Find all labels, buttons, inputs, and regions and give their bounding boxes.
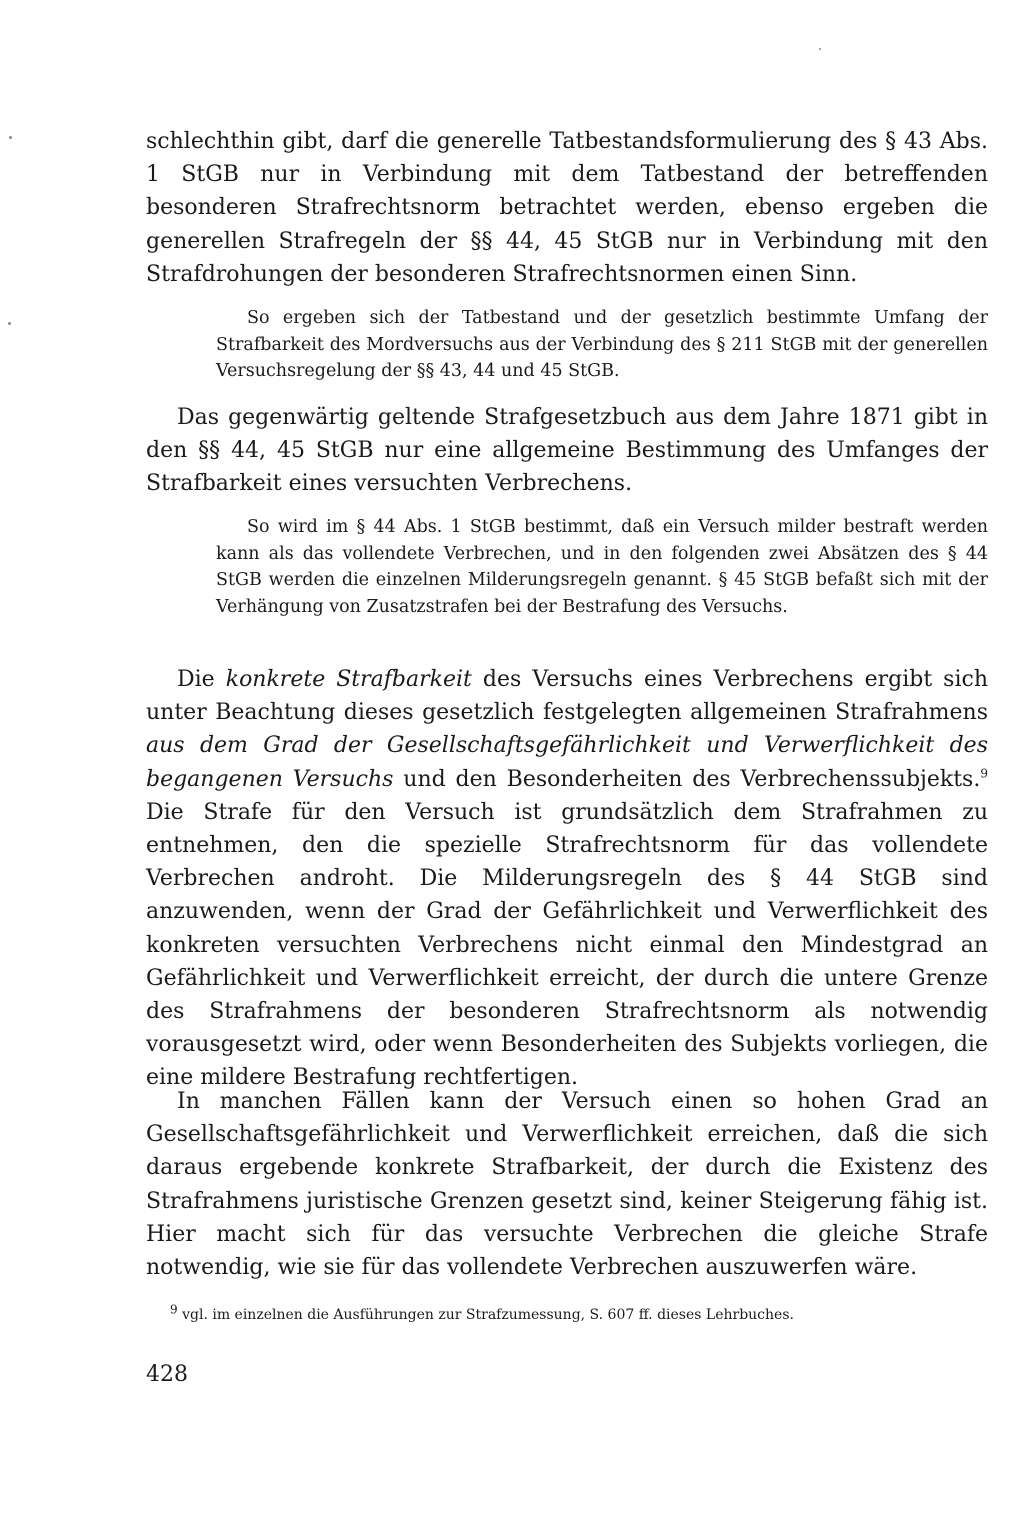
- body-paragraph-2: [146, 401, 988, 501]
- paragraph-text: Das gegenwärtig geltende Strafgesetzbuch aus dem Jahre 1871 gibt in den §§ 44, 45 StGB nur eine allgemeine Bestimmung des Umfanges der Strafbarkeit eines versuchten Verbrechens.: [146, 405, 988, 497]
- text-run: Die: [177, 667, 226, 692]
- italic-term: konkrete Strafbarkeit: [225, 667, 472, 692]
- body-paragraph-4: [146, 1085, 988, 1284]
- scan-speck: [8, 322, 11, 325]
- footnote-marker: 9: [170, 1302, 178, 1317]
- text-run: und den Besonderheiten des Verbrechenssubjekts.: [393, 766, 981, 792]
- scan-speck: [9, 136, 12, 139]
- example-paragraph-1: So ergeben sich der Tatbestand und der gesetzlich bestimmte Umfang der Strafbarkeit des Mordversuchs aus der Verbindung des § 211 StGB mit der generellen Versuchsregelung der §§ 43, 44 und 45 StGB.: [216, 308, 988, 381]
- paragraph-text: schlechthin gibt, darf die generelle Tatbestandsformulierung des § 43 Abs. 1 StGB nur in Verbindung mit dem Tatbestand der betreffenden besonderen Strafrechtsnorm betrachtet werden, ebenso ergeben die generellen Strafregeln der §§ 44, 45 StGB nur in Verbindung mit den Strafdrohungen der besonderen Strafrechtsnormen einen Sinn.: [146, 129, 988, 287]
- italic-phrase: aus dem Grad der Gesellschaftsgefährlichkeit und Verwerflichkeit des begangenen Versuchs: [146, 733, 988, 792]
- text-run: Die Strafe für den Versuch ist grundsätzlich dem Strafrahmen zu entnehmen, den die spezielle Strafrechtsnorm für das vollendete Verbrechen androht. Die Milderungsregeln des § 44 StGB sind anzuwenden, wenn der Grad der Gefährlichkeit und Verwerflichkeit des konkreten versuchten Verbrechens nicht einmal den Mindestgrad an Gefährlichkeit und Verwerflichkeit erreicht, der durch die untere Grenze des Strafrahmens der besonderen Strafrechtsnorm als notwendig vorausgesetzt wird, oder wenn Besonderheiten des Subjekts vorliegen, die eine mildere Bestrafung rechtfertigen.: [146, 799, 988, 1091]
- example-paragraph-2: So wird im § 44 Abs. 1 StGB bestimmt, daß ein Versuch milder bestraft werden kann als das vollendete Verbrechen, und in den folgenden zwei Absätzen des § 44 StGB werden die einzelnen Milderungsregeln genannt. § 45 StGB befaßt sich mit der Verhängung von Zusatzstrafen bei der Bestrafung des Versuchs.: [216, 517, 988, 617]
- body-paragraph-3: [146, 663, 988, 1095]
- paragraph-text: [146, 663, 988, 1095]
- scan-speck: [819, 48, 821, 50]
- body-paragraph-1: [146, 125, 988, 291]
- page-number: 428: [146, 1362, 188, 1387]
- footnote: [170, 1302, 920, 1325]
- footnote-text: vgl. im einzelnen die Ausführungen zur Strafzumessung, S. 607 ff. dieses Lehrbuches.: [177, 1307, 794, 1323]
- footnote-reference: 9: [980, 766, 988, 781]
- paragraph-text: In manchen Fällen kann der Versuch einen so hohen Grad an Gesellschaftsgefährlichkeit und Verwerflichkeit erreichen, daß die sich daraus ergebende konkrete Strafbarkeit, der durch die Existenz des Strafrahmens juristische Grenzen gesetzt sind, keiner Steigerung fähig ist. Hier macht sich für das versuchte Verbrechen die gleiche Strafe notwendig, wie sie für das vollendete Verbrechen auszuwerfen wäre.: [146, 1089, 988, 1281]
- text-run: des Versuchs eines Verbrechens ergibt sich unter Beachtung dieses gesetzlich festgelegten allgemeinen Strafrahmens: [146, 667, 989, 726]
